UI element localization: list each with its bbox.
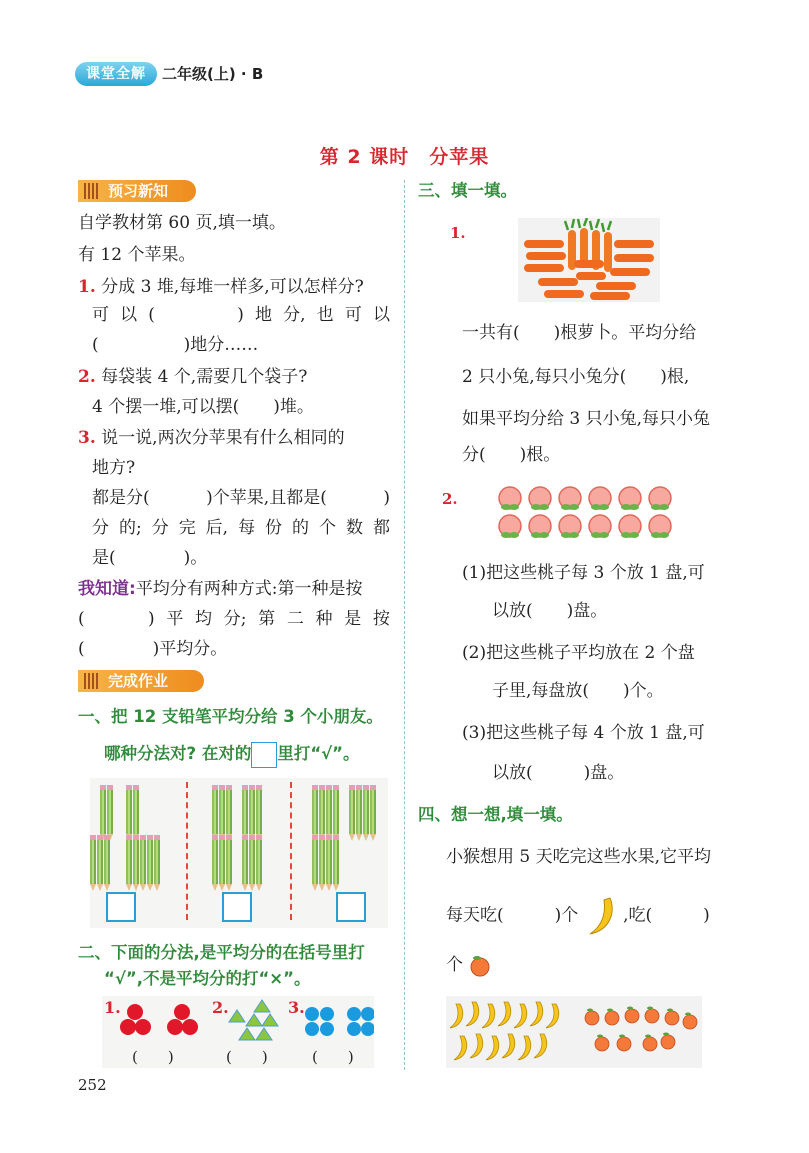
intro-line-2: 有 12 个苹果。 xyxy=(78,245,196,265)
banana-icon xyxy=(502,1034,515,1058)
peach-icon xyxy=(468,955,492,977)
banana-icon xyxy=(518,1036,531,1060)
lesson-title: 第 2 课时 分苹果 xyxy=(319,146,490,168)
blue-circle-icon xyxy=(320,1007,334,1021)
answer-checkbox-b[interactable] xyxy=(222,892,252,922)
pencil-icon xyxy=(107,790,113,834)
blue-circle-icon xyxy=(361,1007,374,1021)
green-triangle-icon xyxy=(256,1028,272,1040)
blue-circle-icon xyxy=(305,1022,319,1036)
question-3-line-2: 地方? xyxy=(92,458,136,478)
red-circle-icon xyxy=(120,1019,136,1035)
pencil-icon xyxy=(319,840,325,884)
section-3-item-2-q2b: 子里,每盘放( )个。 xyxy=(492,681,664,701)
pencil-icon xyxy=(140,840,146,884)
peach-icon xyxy=(661,1035,675,1049)
pencil-icon xyxy=(147,840,153,884)
peach-icon xyxy=(585,1011,599,1025)
pencil-icon xyxy=(363,790,369,834)
answer-paren[interactable]: ( ) xyxy=(226,1048,268,1066)
pencil-icon xyxy=(90,840,96,884)
pencil-icon xyxy=(326,790,332,834)
section-3-item-2-q3: (3)把这些桃子每 4 个放 1 盘,可 xyxy=(462,723,705,743)
pencil-icon xyxy=(326,840,332,884)
answer-box-icon xyxy=(251,742,277,768)
banana-icon xyxy=(486,1036,499,1060)
section-4-line-2: 每天吃( )个 ,吃( ) xyxy=(446,896,710,936)
pencil-icon xyxy=(212,790,218,834)
pencil-icon xyxy=(100,790,106,834)
item-label: 3. xyxy=(288,998,305,1017)
pencil-icon xyxy=(256,790,262,834)
book-title: 二年级(上) · B xyxy=(162,65,264,83)
pencil-icon xyxy=(312,840,318,884)
item-label: 1. xyxy=(104,998,121,1017)
pencil-icon xyxy=(104,840,110,884)
pencil-icon xyxy=(154,840,160,884)
problem-2-title-b: “√”,不是平均分的打“×”。 xyxy=(104,969,311,988)
pencils-picture xyxy=(90,778,388,928)
problem-1-title: 一、把 12 支铅笔平均分给 3 个小朋友。 xyxy=(78,707,383,726)
pencil-icon xyxy=(333,790,339,834)
question-2: 2. 每袋装 4 个,需要几个袋子? xyxy=(78,367,308,387)
answer-checkbox-a[interactable] xyxy=(106,892,136,922)
question-1: 1. 分成 3 堆,每堆一样多,可以怎样分? xyxy=(78,277,364,297)
item-label: 2. xyxy=(212,998,229,1017)
banana-icon xyxy=(450,1004,463,1028)
blue-circle-icon xyxy=(361,1022,374,1036)
section-4-line-1: 小猴想用 5 天吃完这些水果,它平均 xyxy=(446,847,712,867)
green-triangle-icon xyxy=(262,1014,278,1026)
pencil-icon xyxy=(97,840,103,884)
peach-icon xyxy=(625,1009,639,1023)
red-circle-icon xyxy=(127,1004,143,1020)
section-3-item-2-q3b: 以放( )盘。 xyxy=(492,763,625,783)
know-line-3: ( )平均分。 xyxy=(78,639,228,659)
problem-2-title: 二、下面的分法,是平均分的在括号里打 xyxy=(78,943,365,962)
fruits-graphic xyxy=(446,996,702,1068)
section-tab-preview xyxy=(78,180,196,202)
pencil-icon xyxy=(219,790,225,834)
section-4-title: 四、想一想,填一填。 xyxy=(418,805,573,824)
pencil-icon xyxy=(319,790,325,834)
carrot-icon xyxy=(524,218,654,300)
banana-icon xyxy=(482,1004,495,1028)
pencil-icon xyxy=(133,840,139,884)
question-1-answer-b: ( )地分…… xyxy=(92,335,259,355)
answer-paren[interactable]: ( ) xyxy=(312,1048,354,1066)
pencil-icon xyxy=(126,840,132,884)
peach-icon xyxy=(643,1037,657,1051)
dashed-separator xyxy=(186,782,188,920)
dashed-separator xyxy=(290,782,292,920)
question-3-line-4: 分 的; 分 完 后, 每 份 的 个 数 都 xyxy=(92,518,390,538)
peach-icon xyxy=(617,1037,631,1051)
section-3-item-2-q2: (2)把这些桃子平均放在 2 个盘 xyxy=(462,643,695,663)
question-3-line-3: 都是分( )个苹果,且都是( ) xyxy=(92,488,390,508)
blue-circle-icon xyxy=(305,1007,319,1021)
blue-circle-icon xyxy=(347,1022,361,1036)
section-3-item-2-q1: (1)把这些桃子每 3 个放 1 盘,可 xyxy=(462,563,705,583)
problem-1-subtitle: 哪种分法对? 在对的 里打“√”。 xyxy=(104,740,360,768)
blue-circle-icon xyxy=(347,1007,361,1021)
pencil-icon xyxy=(133,790,139,834)
section-3-item-1-line-3: 如果平均分给 3 只小兔,每只小兔 xyxy=(462,409,711,429)
peach-icon xyxy=(683,1015,697,1029)
peach-icon xyxy=(595,1037,609,1051)
banana-icon xyxy=(498,1002,511,1026)
red-circle-icon xyxy=(174,1004,190,1020)
section-3-title: 三、填一填。 xyxy=(418,181,517,200)
pencil-icon xyxy=(256,840,262,884)
banana-icon xyxy=(584,896,618,936)
peach-icon xyxy=(499,487,671,537)
pencil-icon xyxy=(212,840,218,884)
pencil-icon xyxy=(242,840,248,884)
book-logo: 课堂全解 xyxy=(75,62,157,86)
tab-stripes-icon xyxy=(84,673,100,689)
tab-label: 预习新知 xyxy=(108,182,169,200)
question-1-answer-a: 可 以 ( ) 地 分, 也 可 以 xyxy=(92,305,390,325)
banana-icon xyxy=(466,1002,479,1026)
pencil-icon xyxy=(249,790,255,834)
question-3-line-5: 是( )。 xyxy=(92,548,208,568)
green-triangle-icon xyxy=(246,1014,262,1026)
pencil-icon xyxy=(242,790,248,834)
know-line-1: 我知道:平均分有两种方式:第一种是按 xyxy=(78,579,363,599)
pencil-icon xyxy=(126,790,132,834)
banana-icon xyxy=(530,1002,543,1026)
green-triangle-icon xyxy=(254,1000,270,1012)
carrots-picture xyxy=(518,218,660,302)
green-triangle-icon xyxy=(229,1010,245,1022)
know-line-2: ( ) 平 均 分; 第 二 种 是 按 xyxy=(78,609,390,629)
section-4-line-3: 个 xyxy=(446,954,492,977)
peach-icon xyxy=(645,1009,659,1023)
section-tab-homework xyxy=(78,670,204,692)
tab-stripes-icon xyxy=(84,183,100,199)
peach-icon xyxy=(605,1011,619,1025)
tab-label: 完成作业 xyxy=(108,672,169,690)
section-3-item-1-number: 1. xyxy=(450,224,466,242)
question-2-answer: 4 个摆一堆,可以摆( )堆。 xyxy=(92,397,314,417)
banana-icon xyxy=(454,1036,467,1060)
pencil-icon xyxy=(226,790,232,834)
peach-icon xyxy=(665,1011,679,1025)
column-divider xyxy=(404,180,405,1070)
section-3-item-1-line-2: 2 只小兔,每只小兔分( )根, xyxy=(462,367,690,387)
pencil-icon xyxy=(356,790,362,834)
page-number: 252 xyxy=(78,1076,107,1094)
red-circle-icon xyxy=(167,1019,183,1035)
pencil-icon xyxy=(219,840,225,884)
pencil-icon xyxy=(349,790,355,834)
question-3: 3. 说一说,两次分苹果有什么相同的 xyxy=(78,428,345,448)
red-circle-icon xyxy=(135,1019,151,1035)
intro-line-1: 自学教材第 60 页,填一填。 xyxy=(78,213,286,233)
pencil-icon xyxy=(226,840,232,884)
blue-circle-icon xyxy=(320,1022,334,1036)
pencil-icon xyxy=(312,790,318,834)
peaches-graphic xyxy=(496,484,680,542)
answer-paren[interactable]: ( ) xyxy=(132,1048,174,1066)
banana-icon xyxy=(534,1034,547,1058)
section-3-item-2-number: 2. xyxy=(442,490,458,508)
carrots-graphic xyxy=(518,218,660,302)
problem-2-picture xyxy=(102,996,374,1068)
banana-icon xyxy=(546,1004,559,1028)
red-circle-icon xyxy=(182,1019,198,1035)
banana-icon xyxy=(514,1004,527,1028)
green-triangle-icon xyxy=(239,1028,255,1040)
section-3-item-2-q1b: 以放( )盘。 xyxy=(492,601,608,621)
banana-icon xyxy=(470,1034,483,1058)
pencil-icon xyxy=(333,840,339,884)
pencil-icon xyxy=(370,790,376,834)
answer-checkbox-c[interactable] xyxy=(336,892,366,922)
section-3-item-1-line-1: 一共有( )根萝卜。平均分给 xyxy=(462,323,697,343)
fruits-picture xyxy=(446,996,702,1068)
section-3-item-1-line-4: 分( )根。 xyxy=(462,445,561,465)
pencil-icon xyxy=(249,840,255,884)
